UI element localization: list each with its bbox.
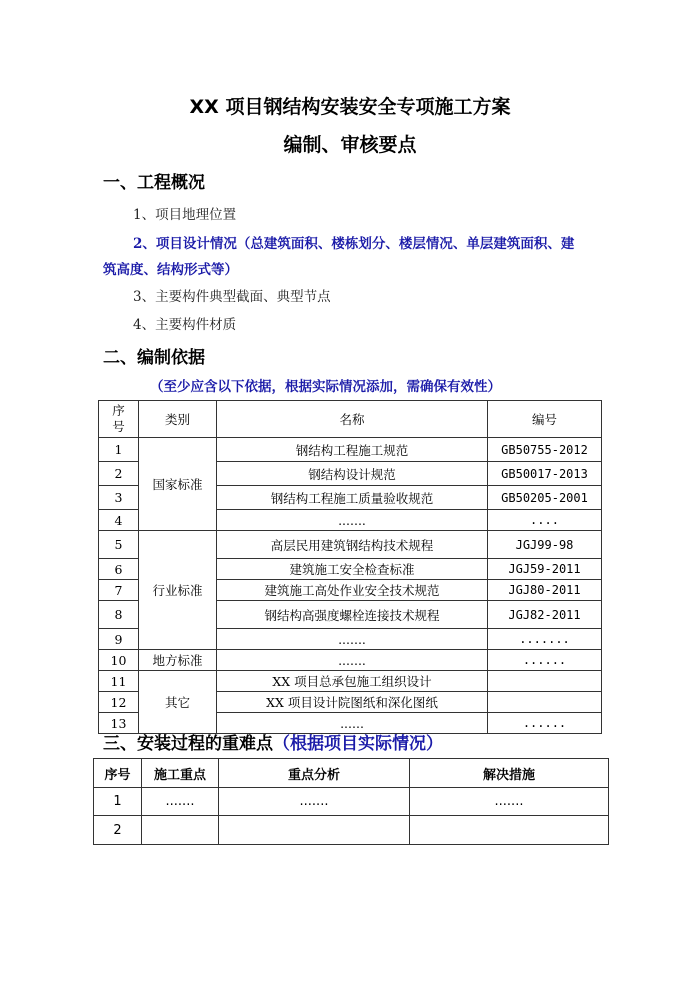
- table-header-row: [94, 759, 609, 788]
- table-row: 1 ....... ....... .......: [94, 788, 609, 816]
- table-row: 2 钢结构设计规范 GB50017-2013: [99, 462, 602, 486]
- basis-note: （至少应含以下依据，根据实际情况添加，需确保有效性）: [150, 379, 501, 395]
- header-analysis: 重点分析: [219, 759, 410, 788]
- overview-item-2-note-a: （总建筑面积、楼栋划分、楼层情况、单层建筑面积、建: [236, 236, 575, 252]
- overview-item-1: 1、项目地理位置: [133, 207, 237, 223]
- header-category: 类别: [139, 401, 217, 438]
- header-name: 名称: [217, 401, 488, 438]
- category-industry: 行业标准: [139, 531, 217, 650]
- header-key: 施工重点: [142, 759, 219, 788]
- category-local: 地方标准: [139, 650, 217, 671]
- header-code: 编号: [488, 401, 602, 438]
- table-row: 8 钢结构高强度螺栓连接技术规程 JGJ82-2011: [99, 601, 602, 629]
- difficulties-heading-note: （根据项目实际情况）: [273, 734, 443, 754]
- section-heading-overview: 一、工程概况: [103, 173, 205, 193]
- table-row: 13 ...... ......: [99, 713, 602, 734]
- header-measures: 解决措施: [410, 759, 609, 788]
- table-row: 6 建筑施工安全检查标准 JGJ59-2011: [99, 559, 602, 580]
- category-national: 国家标准: [139, 438, 217, 531]
- table-row: 11 其它 XX 项目总承包施工组织设计: [99, 671, 602, 692]
- table-row: 12 XX 项目设计院图纸和深化图纸: [99, 692, 602, 713]
- table-row: 1 国家标准 钢结构工程施工规范 GB50755-2012: [99, 438, 602, 462]
- document-subtitle: 编制、审核要点: [283, 134, 417, 156]
- table-row: 3 钢结构工程施工质量验收规范 GB50205-2001: [99, 486, 602, 510]
- table-row: 4 ....... ....: [99, 510, 602, 531]
- document-title: XX 项目钢结构安装安全专项施工方案: [189, 96, 511, 118]
- category-other: 其它: [139, 671, 217, 734]
- overview-item-2: [133, 230, 613, 258]
- difficulties-heading-text: 三、安装过程的重难点: [103, 734, 273, 754]
- header-no: 序号: [99, 401, 139, 438]
- table-header-row: [99, 401, 602, 438]
- section-heading-difficulties: [103, 729, 443, 754]
- difficulties-table: [93, 758, 609, 845]
- header-no: 序号: [94, 759, 142, 788]
- overview-item-4: 4、主要构件材质: [133, 317, 237, 333]
- table-row: 10 地方标准 ....... ......: [99, 650, 602, 671]
- table-row: 7 建筑施工高处作业安全技术规范 JGJ80-2011: [99, 580, 602, 601]
- table-row: 9 ....... .......: [99, 629, 602, 650]
- overview-item-2-label: 2、项目设计情况: [133, 236, 237, 252]
- overview-item-2-note-b: 筑高度、结构形式等）: [103, 262, 238, 278]
- table-row: 5 行业标准 高层民用建筑钢结构技术规程 JGJ99-98: [99, 531, 602, 559]
- overview-item-3: 3、主要构件典型截面、典型节点: [133, 289, 331, 305]
- table-row: 2: [94, 816, 609, 845]
- basis-table: [98, 400, 602, 734]
- section-heading-basis: 二、编制依据: [103, 348, 205, 368]
